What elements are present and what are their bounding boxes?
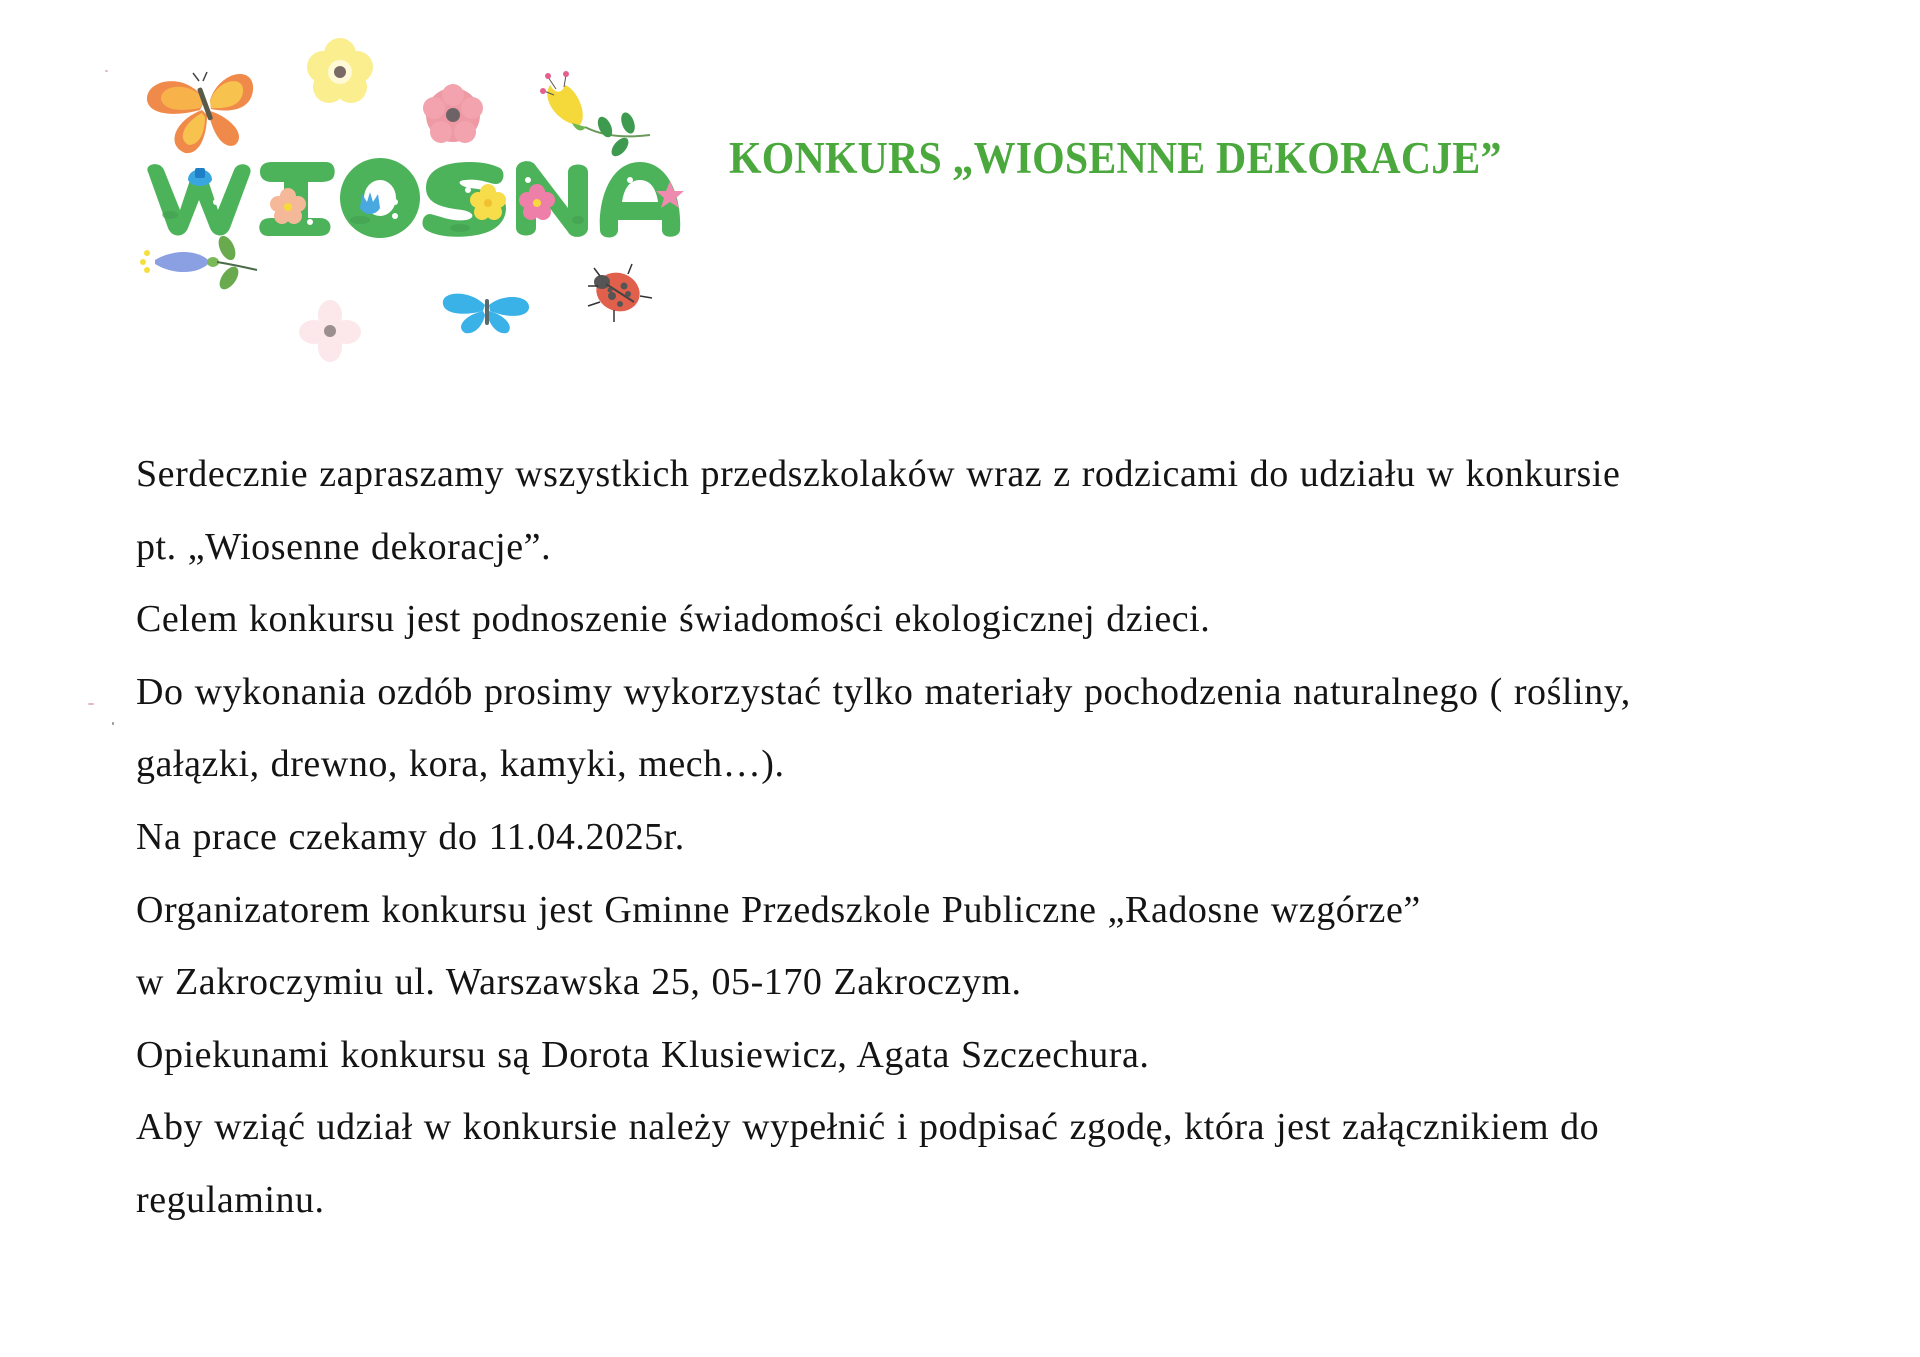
wiosna-logo — [130, 30, 690, 370]
pink-flower-icon — [423, 84, 483, 143]
yellow-tulip-icon — [540, 71, 650, 159]
document-body — [136, 438, 1836, 1237]
body-line-contest-name: pt. „Wiosenne dekoracje”. — [136, 525, 552, 568]
body-line-deadline: Na prace czekamy do 11.04.2025r. — [136, 815, 685, 858]
orange-butterfly-icon — [147, 72, 253, 153]
body-line-consent: Aby wziąć udział w konkursie należy wypełnić i podpisać zgodę, która jest załącznikiem do — [136, 1106, 1600, 1149]
body-line-invitation: Serdecznie zapraszamy wszystkich przedszkolaków wraz z rodzicami do udziału w konkursie — [136, 453, 1621, 495]
blue-butterfly-icon — [443, 294, 529, 334]
scan-speck — [105, 70, 108, 72]
body-line-organizer: Organizatorem konkursu jest Gminne Przedszkole Publiczne „Radosne wzgórze” — [136, 888, 1421, 931]
body-line-materials-cont: gałązki, drewno, kora, kamyki, mech…). — [136, 743, 785, 786]
body-line-materials: Do wykonania ozdób prosimy wykorzystać tylko materiały pochodzenia naturalnego ( rośliny, — [136, 670, 1631, 713]
yellow-flower-icon — [307, 38, 373, 103]
scan-speck — [112, 722, 114, 725]
body-line-consent-cont: regulaminu. — [136, 1178, 325, 1221]
body-line-goal: Celem konkursu jest podnoszenie świadomości ekologicznej dzieci. — [136, 598, 1211, 641]
page-title: KONKURS „WIOSENNE DEKORACJE” — [729, 133, 1502, 183]
wiosna-letters — [147, 158, 684, 238]
ladybug-icon — [588, 264, 652, 322]
scan-speck — [88, 703, 94, 705]
blue-bellflower-icon — [140, 233, 257, 292]
body-line-supervisors: Opiekunami konkursu są Dorota Klusiewicz, Agata Szczechura. — [136, 1033, 1150, 1076]
body-line-address: w Zakroczymiu ul. Warszawska 25, 05-170 Zakroczym. — [136, 961, 1022, 1004]
pale-pink-flower-icon — [299, 300, 361, 362]
